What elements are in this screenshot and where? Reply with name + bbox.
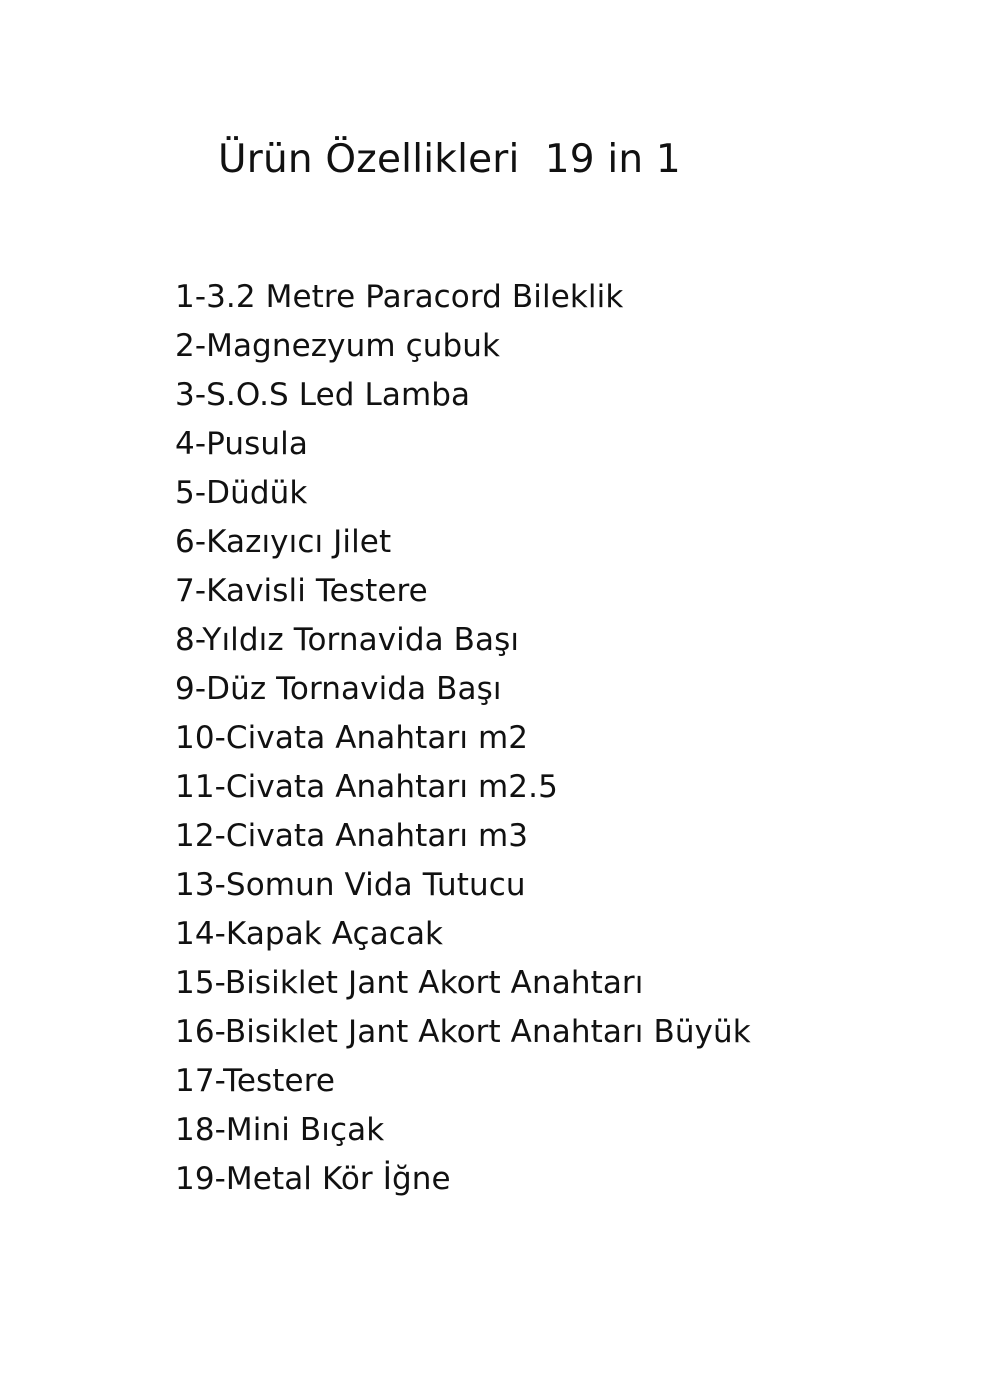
- page-title: Ürün Özellikleri 19 in 1: [218, 137, 681, 182]
- feature-item: 19-Metal Kör İğne: [175, 1161, 451, 1197]
- feature-item: 1-3.2 Metre Paracord Bileklik: [175, 279, 624, 315]
- feature-item: 13-Somun Vida Tutucu: [175, 867, 526, 903]
- feature-item: 3-S.O.S Led Lamba: [175, 377, 471, 413]
- feature-item: 6-Kazıyıcı Jilet: [175, 524, 392, 560]
- feature-item: 7-Kavisli Testere: [175, 573, 428, 609]
- feature-item: 18-Mini Bıçak: [175, 1112, 385, 1148]
- feature-item: 4-Pusula: [175, 426, 308, 462]
- feature-item: 11-Civata Anahtarı m2.5: [175, 769, 558, 805]
- feature-item: 16-Bisiklet Jant Akort Anahtarı Büyük: [175, 1014, 751, 1050]
- feature-item: 17-Testere: [175, 1063, 336, 1099]
- feature-item: 9-Düz Tornavida Başı: [175, 671, 502, 707]
- feature-item: 5-Düdük: [175, 475, 308, 511]
- feature-item: 14-Kapak Açacak: [175, 916, 444, 952]
- feature-item: 2-Magnezyum çubuk: [175, 328, 501, 364]
- feature-item: 12-Civata Anahtarı m3: [175, 818, 529, 854]
- feature-item: 15-Bisiklet Jant Akort Anahtarı: [175, 965, 644, 1001]
- feature-item: 8-Yıldız Tornavida Başı: [175, 622, 520, 658]
- feature-item: 10-Civata Anahtarı m2: [175, 720, 529, 756]
- feature-list: [175, 273, 751, 1204]
